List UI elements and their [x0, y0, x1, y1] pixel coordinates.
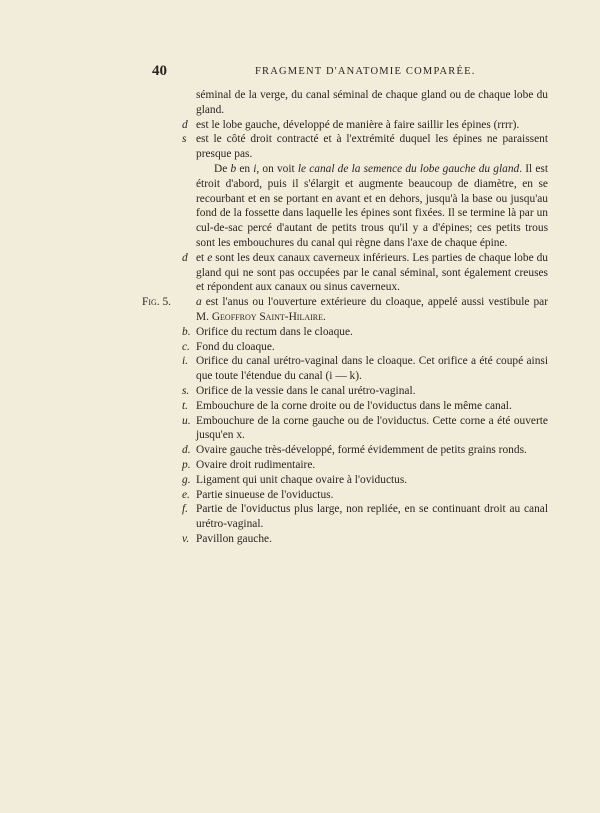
para-text: De: [214, 162, 231, 175]
legend-key: i.: [182, 355, 189, 368]
legend-item: [182, 354, 548, 384]
legend-text: Partie sinueuse de l'oviductus.: [196, 488, 334, 501]
para-text: , on voit: [256, 162, 298, 175]
legend-text: Orifice de la vessie dans le canal urétro-vaginal.: [196, 384, 416, 397]
legend-item: [182, 502, 548, 532]
legend-text: Ligament qui unit chaque ovaire à l'oviductus.: [196, 473, 408, 486]
continuation-line: séminal de la verge, du canal séminal de chaque gland ou de chaque lobe du gland.: [196, 89, 548, 116]
figure-legend-list: [182, 325, 548, 547]
figure-label: Fig. 5.: [142, 296, 172, 309]
legend-text: Embouchure de la corne droite ou de l'oviductus dans le même canal.: [196, 399, 512, 412]
legend-item: [182, 340, 548, 355]
legend-key: d: [182, 251, 188, 264]
legend-item: [182, 443, 548, 458]
legend-key: c.: [182, 340, 190, 353]
legend-text: Fond du cloaque.: [196, 340, 275, 353]
legend-entry-s: [182, 132, 548, 162]
legend-text: .: [323, 310, 326, 323]
legend-item: [182, 384, 548, 399]
legend-item: [182, 399, 548, 414]
para-text: . Il est étroit d'abord, puis il s'élargit et augmente beaucoup de diamètre, en se recourbant et en se portant en avant et en dehors, jusqu'à la base ou jusqu'au fond de la fossette dans laquelle les épines sont fixées. Il se termine là par un cul-de-sac percé d'autant de petits trous qu'il y a d'épines; ces petits trous sont les embouchures du canal qui règne dans l'axe de chaque épine.: [196, 162, 548, 249]
legend-key: t.: [182, 399, 189, 412]
body-text: [142, 88, 548, 547]
legend-key: p.: [182, 458, 191, 471]
legend-key: u.: [182, 414, 191, 427]
running-title: FRAGMENT D'ANATOMIE COMPARÉE.: [255, 66, 476, 77]
legend-key: v.: [182, 532, 190, 545]
legend-text: et: [196, 251, 208, 264]
legend-text: Ovaire gauche très-développé, formé évidemment de petits grains ronds.: [196, 444, 527, 457]
legend-item: [182, 473, 548, 488]
para-key-b: b: [230, 162, 237, 175]
para-italic: le canal de la semence du lobe gauche du gland: [297, 162, 520, 175]
para-text: en: [236, 162, 254, 175]
legend-key: b.: [182, 325, 191, 338]
para-key-i: i: [253, 162, 257, 175]
legend-text: est le côté droit contracté et à l'extrémité duquel les épines ne paraissent presque pas.: [196, 133, 548, 161]
legend-item: [182, 458, 548, 473]
legend-key: s: [182, 133, 187, 146]
description-paragraph: [182, 162, 548, 251]
author-name: M. Geoffroy Saint-Hilaire: [196, 310, 324, 323]
legend-text: Orifice du canal urétro-vaginal dans le cloaque. Cet orifice a été coupé ainsi que toute l'étendue du canal (i — k).: [196, 355, 548, 383]
legend-text: Pavillon gauche.: [196, 532, 272, 545]
legend-text: Ovaire droit rudimentaire.: [196, 458, 316, 471]
legend-text: sont les deux canaux caverneux inférieurs. Les parties de chaque lobe du gland qui ne sont pas occupées par le canal séminal, sont également creuses et répondent aux canaux ou sinus caverneux.: [196, 251, 548, 294]
legend-key: f.: [182, 503, 189, 516]
legend-key: d.: [182, 444, 191, 457]
legend-key: g.: [182, 473, 191, 486]
legend-entry-d: [182, 118, 548, 133]
legend-item: [182, 414, 548, 444]
legend-item: [182, 325, 548, 340]
legend-entry-d-e: [182, 251, 548, 295]
figure-5-entry: [142, 295, 548, 325]
legend-text: Embouchure de la corne gauche ou de l'oviductus. Cette corne a été ouverte jusqu'en x.: [196, 414, 548, 442]
legend-key: a: [196, 296, 202, 309]
legend-text: est le lobe gauche, développé de manière à faire saillir les épines (rrrr).: [196, 118, 520, 131]
legend-key: s.: [182, 384, 190, 397]
legend-key: e.: [182, 488, 190, 501]
legend-item: [182, 488, 548, 503]
legend-key: d: [182, 118, 188, 131]
legend-item: [182, 532, 548, 547]
legend-text: est l'anus ou l'ouverture extérieure du cloaque, appelé aussi vestibule par: [201, 296, 548, 309]
legend-text: Partie de l'oviductus plus large, non repliée, en se continuant droit au canal urétro-vaginal.: [196, 503, 548, 531]
legend-key-e: e: [207, 251, 213, 264]
page-number: 40: [152, 63, 167, 79]
legend-text: Orifice du rectum dans le cloaque.: [196, 325, 353, 338]
